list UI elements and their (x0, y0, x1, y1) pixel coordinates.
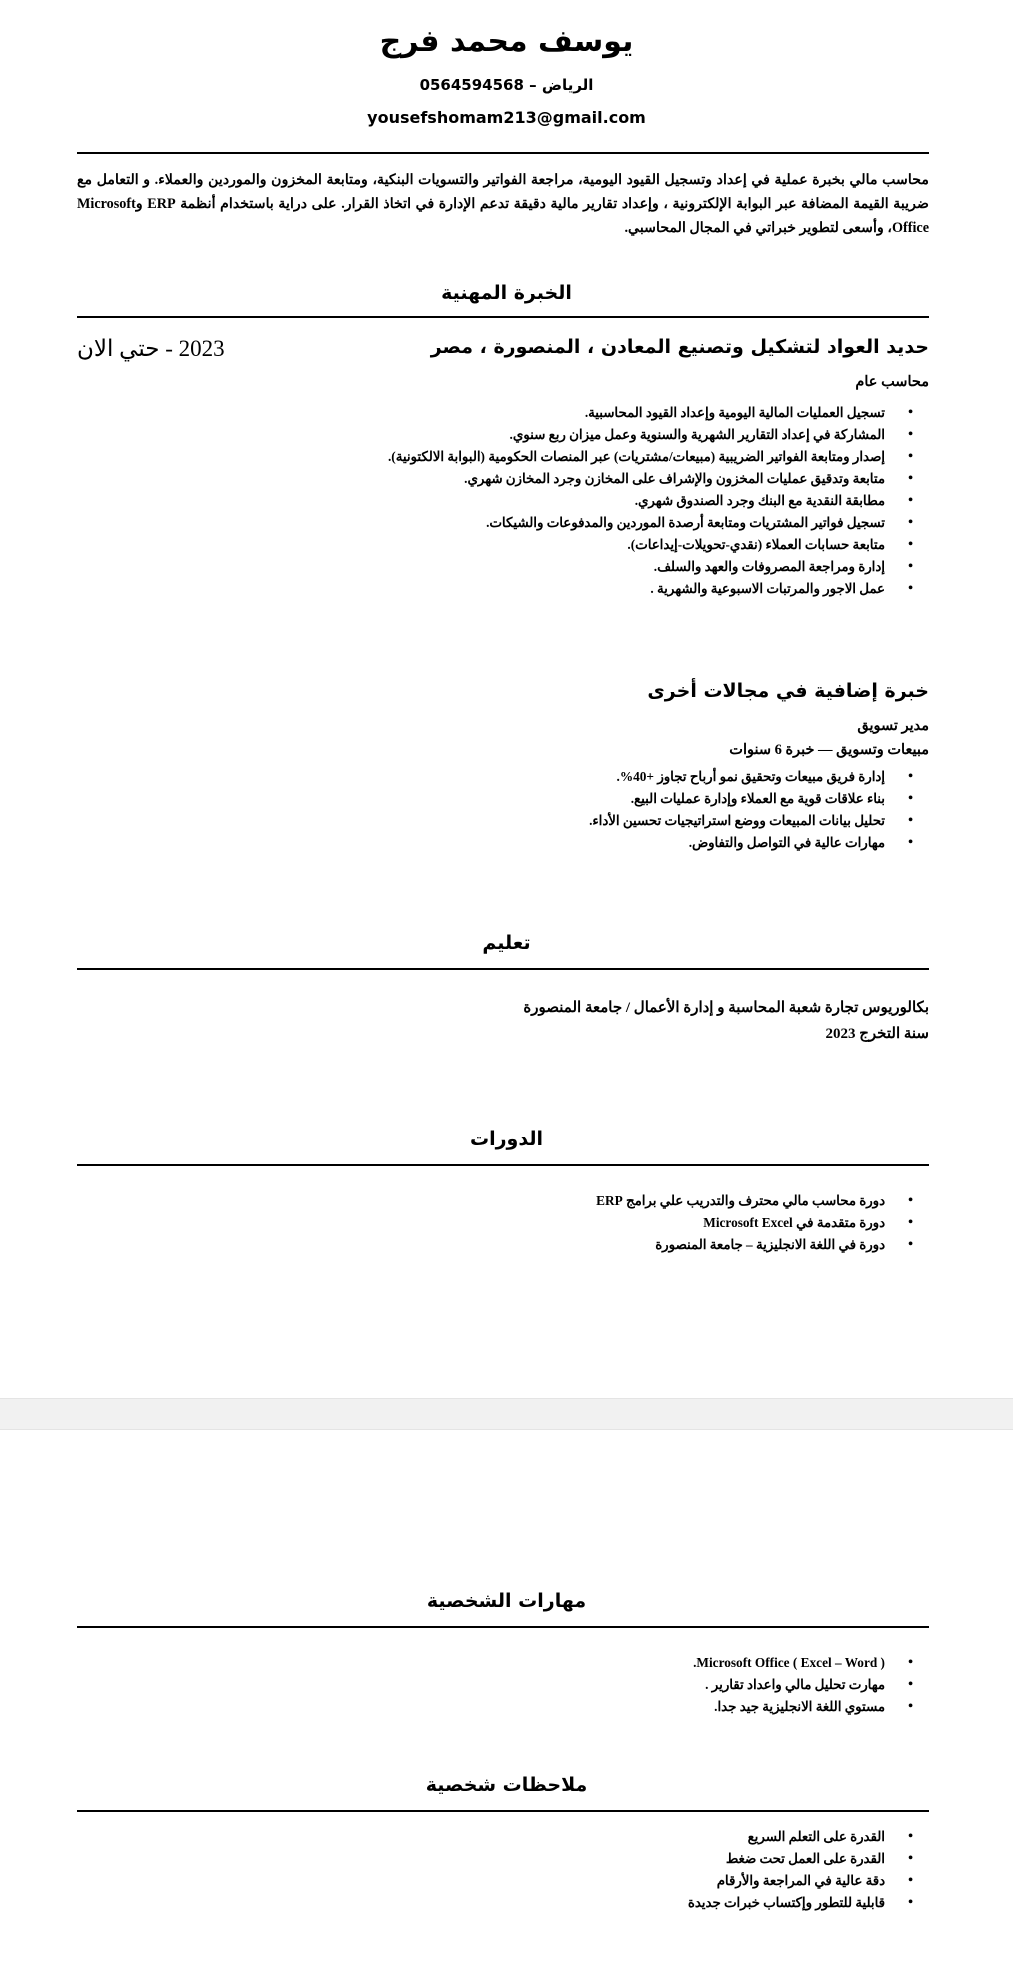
summary-paragraph: محاسب مالي بخبرة عملية في إعداد وتسجيل القيود اليومية، مراجعة الفواتير والتسويات البنكية، ومتابعة المخزون والموردين والعملاء. و التعامل مع ضريبة القيمة المضافة عبر البوابة الإلكترونية ، وإعداد تقارير مالية دقيقة تدعم الإدارة في اتخاذ القرار. على دراية باستخدام أنظمة ERP وMicrosoft Office، وأسعى لتطوير خبراتي في المجال المحاسبي. (77, 172, 929, 236)
list-item: • تسجيل العمليات المالية اليومية وإعداد القيود المحاسبية. (388, 402, 929, 424)
list-item: • متابعة وتدقيق عمليات المخزون والإشراف على المخازن وجرد المخازن شهري. (388, 468, 929, 490)
courses-section-title: الدورات (470, 1128, 543, 1150)
list-item: • مطابقة النقدية مع البنك وجرد الصندوق شهري. (388, 490, 929, 512)
skills-divider (77, 1626, 929, 1628)
candidate-name: يوسف محمد فرج (379, 24, 634, 59)
resume-page-2 (0, 1430, 1013, 1983)
job-header (77, 336, 929, 370)
page-break (0, 1398, 1013, 1430)
skills-section-title: مهارات الشخصية (426, 1590, 587, 1612)
notes-divider (77, 1810, 929, 1812)
job-role: محاسب عام (855, 374, 929, 390)
notes-bullets (688, 1826, 929, 1914)
list-item: • إدارة ومراجعة المصروفات والعهد والسلف. (388, 556, 929, 578)
skills-bullets (693, 1652, 929, 1718)
list-item: • بناء علاقات قوية مع العملاء وإدارة عمليات البيع. (589, 788, 929, 810)
education-section-title: تعليم (482, 932, 531, 954)
experience-bullets (388, 402, 929, 600)
list-item: • القدرة على العمل تحت ضغط (688, 1848, 929, 1870)
list-item: • إدارة فريق مبيعات وتحقيق نمو أرباح تجاوز +40%. (589, 766, 929, 788)
list-item: • مهارات عالية في التواصل والتفاوض. (589, 832, 929, 854)
list-item: • القدرة على التعلم السريع (688, 1826, 929, 1848)
list-item: • إصدار ومتابعة الفواتير الضريبية (مبيعات/مشتريات) عبر المنصات الحكومية (البوابة الالكتونية). (388, 446, 929, 468)
list-item: • تسجيل فواتير المشتريات ومتابعة أرصدة الموردين والمدفوعات والشيكات. (388, 512, 929, 534)
extra-experience-title: خبرة إضافية في مجالات أخرى (647, 680, 929, 702)
list-item: • متابعة حسابات العملاء (نقدي-تحويلات-إيداعات). (388, 534, 929, 556)
list-item: • دورة في اللغة الانجليزية – جامعة المنصورة (596, 1234, 929, 1256)
list-item: • تحليل بيانات المبيعات ووضع استراتيجيات تحسين الأداء. (589, 810, 929, 832)
list-item: • دورة محاسب مالي محترف والتدريب علي برامج ERP (596, 1190, 929, 1212)
list-item: • دورة متقدمة في Microsoft Excel (596, 1212, 929, 1234)
email-address: yousefshomam213@gmail.com (367, 108, 646, 127)
courses-bullets (596, 1190, 929, 1256)
education-divider (77, 968, 929, 970)
list-item: • مهارت تحليل مالي واعداد تقارير . (693, 1674, 929, 1696)
contact-line: الرياض – 0564594568 (419, 76, 594, 94)
experience-section-title: الخبرة المهنية (441, 282, 572, 304)
list-item: • Microsoft Office ( Excel – Word ). (693, 1652, 929, 1674)
courses-divider (77, 1164, 929, 1166)
graduation-year: سنة التخرج 2023 (825, 1026, 929, 1042)
extra-role: مدير تسويق (857, 718, 929, 734)
list-item: • المشاركة في إعداد التقارير الشهرية والسنوية وعمل ميزان ربع سنوي. (388, 424, 929, 446)
extra-subtitle: مبيعات وتسويق — خبرة 6 سنوات (729, 742, 929, 758)
notes-section-title: ملاحظات شخصية (425, 1774, 588, 1796)
company-name: حديد العواد لتشكيل وتصنيع المعادن ، المنصورة ، مصر (430, 336, 929, 358)
list-item: • مستوي اللغة الانجليزية جيد جدا. (693, 1696, 929, 1718)
list-item: • قابلية للتطور وإكتساب خبرات جديدة (688, 1892, 929, 1914)
list-item: • دقة عالية في المراجعة والأرقام (688, 1870, 929, 1892)
degree-line: بكالوريوس تجارة شعبة المحاسبة و إدارة الأعمال / جامعة المنصورة (523, 1000, 929, 1016)
job-dates: 2023 - حتي الان (77, 336, 225, 361)
experience-divider (77, 316, 929, 318)
extra-bullets (589, 766, 929, 854)
header-divider (77, 152, 929, 154)
list-item: • عمل الاجور والمرتبات الاسبوعية والشهرية . (388, 578, 929, 600)
